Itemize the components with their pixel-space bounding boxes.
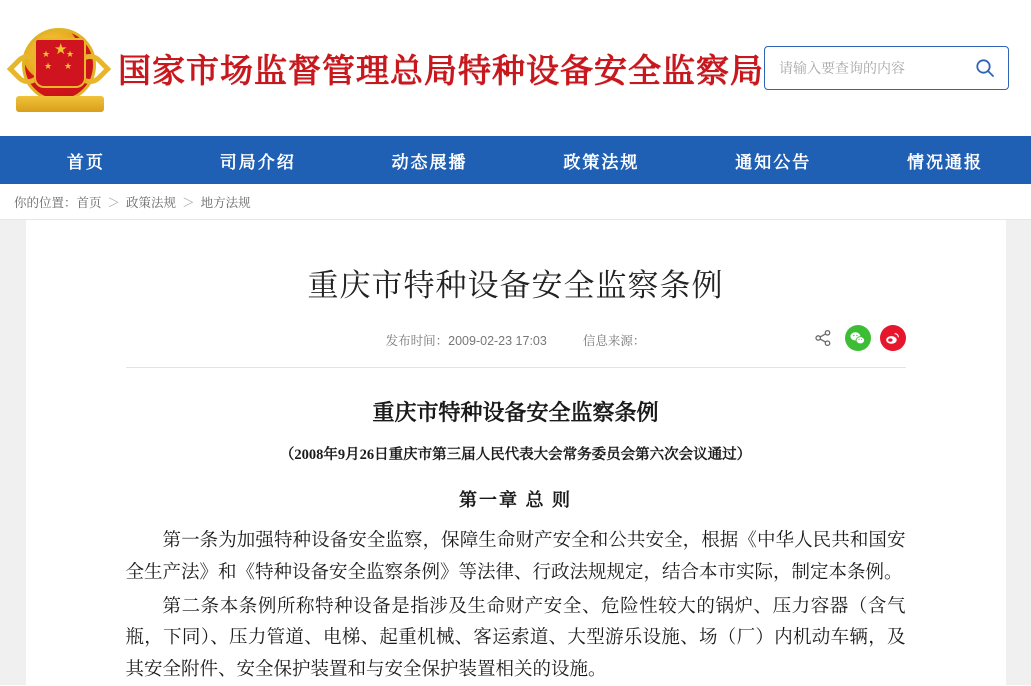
source bbox=[583, 331, 646, 349]
article-paragraph: 第一条为加强特种设备安全监察，保障生命财产安全和公共安全，根据《中华人民共和国安全生产法》和《特种设备安全监察条例》等法律、行政法规规定，结合本市实际，制定本条例。 bbox=[125, 531, 906, 583]
source-label: 信息来源： bbox=[582, 334, 646, 348]
breadcrumb-item-local-regulations[interactable]: 地方法规 bbox=[200, 195, 251, 210]
article-body bbox=[126, 368, 906, 685]
nav-item-home[interactable]: 首页 bbox=[66, 152, 105, 172]
breadcrumb-separator: ＞ bbox=[182, 195, 195, 210]
weibo-icon[interactable] bbox=[880, 325, 906, 351]
article-promulgation: （2008年9月26日重庆市第三届人民代表大会常务委员会第六次会议通过） bbox=[279, 447, 752, 463]
article-meta bbox=[126, 331, 906, 368]
national-emblem-icon: ★ ★ ★ ★ ★ bbox=[14, 22, 106, 114]
article-chapter-heading: 第一章 总 则 bbox=[459, 490, 572, 510]
nav-item-notices[interactable]: 通知公告 bbox=[735, 152, 812, 172]
page-background bbox=[0, 220, 1031, 685]
nav-item-news[interactable]: 动态展播 bbox=[391, 152, 468, 172]
nav-item-about[interactable]: 司局介绍 bbox=[219, 152, 296, 172]
search-box[interactable] bbox=[764, 46, 1009, 90]
page-title: 重庆市特种设备安全监察条例 bbox=[307, 268, 724, 303]
nav-item-policy[interactable]: 政策法规 bbox=[563, 152, 640, 172]
site-header bbox=[0, 0, 1031, 136]
article-sub-title: 重庆市特种设备安全监察条例 bbox=[372, 400, 659, 425]
breadcrumb-separator: ＞ bbox=[107, 195, 121, 210]
search-input[interactable] bbox=[777, 59, 974, 77]
wechat-icon[interactable] bbox=[845, 325, 871, 351]
main-nav bbox=[0, 136, 1031, 184]
nav-item-bulletins[interactable]: 情况通报 bbox=[907, 152, 984, 172]
breadcrumb-item-policy[interactable]: 政策法规 bbox=[126, 195, 177, 210]
publish-time bbox=[386, 331, 547, 349]
article-card bbox=[26, 220, 1006, 685]
breadcrumb-prefix: 你的位置： bbox=[14, 195, 77, 210]
breadcrumb bbox=[0, 184, 1031, 220]
article-paragraph: 第二条本条例所称特种设备是指涉及生命财产安全、危险性较大的锅炉、压力容器（含气瓶，下同）、压力管道、电梯、起重机械、客运索道、大型游乐设施、场（厂）内机动车辆，及其安全附件、安全保护装置和与安全保护装置相关的设施。 bbox=[125, 596, 906, 681]
publish-time-label: 发布时间： bbox=[385, 334, 449, 348]
breadcrumb-item-home[interactable]: 首页 bbox=[76, 195, 102, 210]
share-group bbox=[810, 325, 906, 351]
publish-time-value: 2009-02-23 17:03 bbox=[448, 334, 547, 348]
share-icon[interactable] bbox=[810, 325, 836, 351]
search-icon[interactable] bbox=[974, 57, 996, 79]
site-title: 国家市场监督管理总局特种设备安全监察局 bbox=[118, 53, 764, 90]
